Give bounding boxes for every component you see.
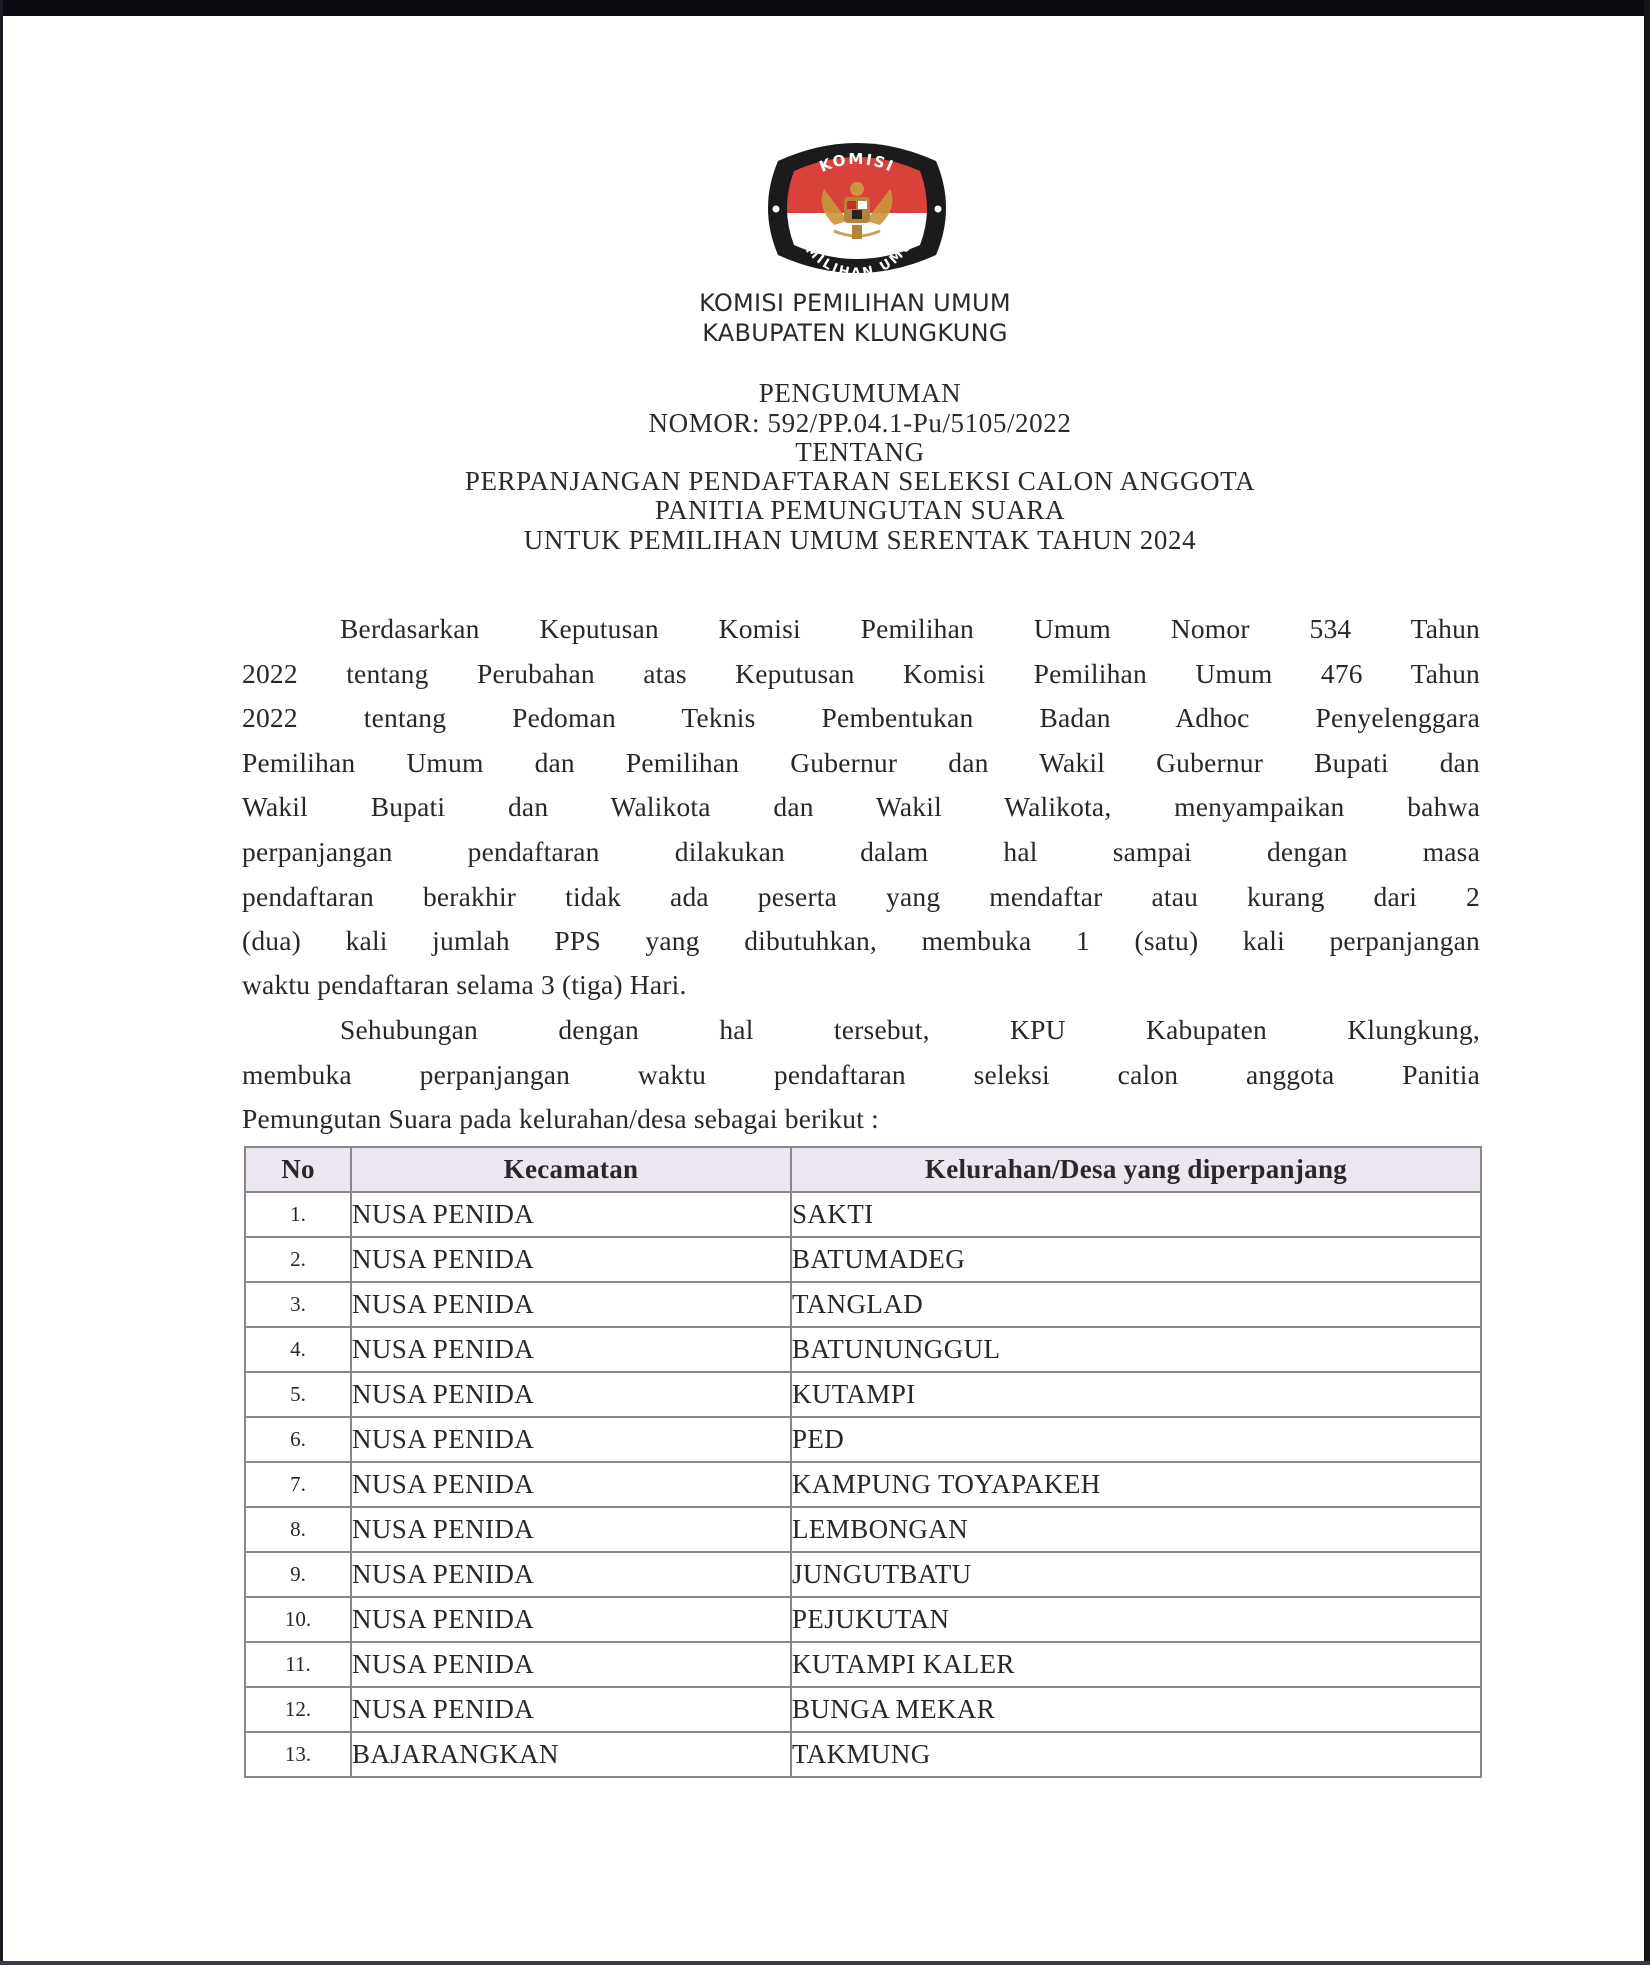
table-row <box>245 1327 1481 1372</box>
row-number: 1. <box>245 1192 351 1237</box>
row-number: 13. <box>245 1732 351 1777</box>
table-row <box>245 1597 1481 1642</box>
svg-text:PEMILIHAN UMUM: PEMILIHAN UMUM <box>788 224 926 282</box>
announcement-subject-line: UNTUK PEMILIHAN UMUM SERENTAK TAHUN 2024 <box>523 525 1197 555</box>
table-row <box>245 1237 1481 1282</box>
row-number: 11. <box>245 1642 351 1687</box>
row-number: 2. <box>245 1237 351 1282</box>
row-desa: BATUNUNGGUL <box>791 1327 1481 1372</box>
scan-border-top <box>0 0 1650 16</box>
table-row <box>245 1507 1481 1552</box>
row-kecamatan: NUSA PENIDA <box>351 1597 791 1642</box>
column-header-desa: Kelurahan/Desa yang diperpanjang <box>791 1147 1481 1192</box>
row-desa: BATUMADEG <box>791 1237 1481 1282</box>
row-desa: TAKMUNG <box>791 1732 1481 1777</box>
row-kecamatan: NUSA PENIDA <box>351 1417 791 1462</box>
announcement-subject-line: PERPANJANGAN PENDAFTARAN SELEKSI CALON ANGGOTA <box>464 466 1256 496</box>
announcement-about: TENTANG <box>795 437 925 467</box>
row-desa: PEJUKUTAN <box>791 1597 1481 1642</box>
row-desa: TANGLAD <box>791 1282 1481 1327</box>
table-row <box>245 1732 1481 1777</box>
row-desa: KUTAMPI <box>791 1372 1481 1417</box>
announcement-number: NOMOR: 592/PP.04.1-Pu/5105/2022 <box>648 408 1072 438</box>
table-row <box>245 1282 1481 1327</box>
paragraph-line: waktu pendaftaran selama 3 (tiga) Hari. <box>242 969 687 1000</box>
logo-dot-left <box>773 206 780 213</box>
row-number: 3. <box>245 1282 351 1327</box>
announcement-subject-line: PANITIA PEMUNGUTAN SUARA <box>654 495 1066 525</box>
row-desa: KAMPUNG TOYAPAKEH <box>791 1462 1481 1507</box>
row-kecamatan: NUSA PENIDA <box>351 1327 791 1372</box>
row-number: 10. <box>245 1597 351 1642</box>
scan-border-bottom <box>0 1961 1650 1965</box>
paragraph-line: Pemungutan Suara pada kelurahan/desa sebagai berikut : <box>242 1103 879 1134</box>
paragraph-line: pendaftaran berakhir tidak ada peserta yang mendaftar atau kurang dari 2 <box>242 881 1480 912</box>
row-number: 12. <box>245 1687 351 1732</box>
row-desa: KUTAMPI KALER <box>791 1642 1481 1687</box>
row-number: 5. <box>245 1372 351 1417</box>
paragraph-line: Pemilihan Umum dan Pemilihan Gubernur dan Wakil Gubernur Bupati dan <box>242 747 1480 778</box>
paragraph-line: 2022 tentang Pedoman Teknis Pembentukan Badan Adhoc Penyelenggara <box>242 702 1480 733</box>
paragraph-line: membuka perpanjangan waktu pendaftaran seleksi calon anggota Panitia <box>242 1059 1480 1090</box>
org-region: KABUPATEN KLUNGKUNG <box>702 319 1008 347</box>
paragraph-line: perpanjangan pendaftaran dilakukan dalam hal sampai dengan masa <box>242 836 1480 867</box>
row-kecamatan: NUSA PENIDA <box>351 1282 791 1327</box>
kpu-logo <box>764 131 950 285</box>
row-desa: SAKTI <box>791 1192 1481 1237</box>
table-row <box>245 1372 1481 1417</box>
table-header-row <box>245 1147 1481 1192</box>
row-kecamatan: NUSA PENIDA <box>351 1237 791 1282</box>
table-row <box>245 1642 1481 1687</box>
row-kecamatan: NUSA PENIDA <box>351 1552 791 1597</box>
row-desa: LEMBONGAN <box>791 1507 1481 1552</box>
row-kecamatan: NUSA PENIDA <box>351 1372 791 1417</box>
table-row <box>245 1417 1481 1462</box>
table-row <box>245 1462 1481 1507</box>
row-kecamatan: NUSA PENIDA <box>351 1507 791 1552</box>
row-number: 6. <box>245 1417 351 1462</box>
row-kecamatan: NUSA PENIDA <box>351 1462 791 1507</box>
paragraph-line: (dua) kali jumlah PPS yang dibutuhkan, membuka 1 (satu) kali perpanjangan <box>242 925 1480 956</box>
village-extension-table <box>244 1146 1482 1778</box>
row-kecamatan: NUSA PENIDA <box>351 1642 791 1687</box>
row-desa: JUNGUTBATU <box>791 1552 1481 1597</box>
table-row <box>245 1687 1481 1732</box>
paragraph-line: 2022 tentang Perubahan atas Keputusan Komisi Pemilihan Umum 476 Tahun <box>242 658 1480 689</box>
column-header-kecamatan: Kecamatan <box>351 1147 791 1192</box>
row-number: 9. <box>245 1552 351 1597</box>
svg-text:KOMISI: KOMISI <box>816 149 898 176</box>
row-kecamatan: BAJARANGKAN <box>351 1732 791 1777</box>
column-header-no: No <box>245 1147 351 1192</box>
org-name: KOMISI PEMILIHAN UMUM <box>699 289 1011 317</box>
row-desa: BUNGA MEKAR <box>791 1687 1481 1732</box>
row-number: 8. <box>245 1507 351 1552</box>
row-kecamatan: NUSA PENIDA <box>351 1192 791 1237</box>
paragraph-line: Berdasarkan Keputusan Komisi Pemilihan Umum Nomor 534 Tahun <box>340 613 1480 644</box>
table-row <box>245 1552 1481 1597</box>
paragraph-line: Wakil Bupati dan Walikota dan Wakil Walikota, menyampaikan bahwa <box>242 791 1480 822</box>
paragraph-line: Sehubungan dengan hal tersebut, KPU Kabupaten Klungkung, <box>340 1014 1480 1045</box>
table-row <box>245 1192 1481 1237</box>
logo-dot-right <box>935 206 942 213</box>
row-desa: PED <box>791 1417 1481 1462</box>
announcement-type: PENGUMUMAN <box>758 378 962 408</box>
row-kecamatan: NUSA PENIDA <box>351 1687 791 1732</box>
row-number: 4. <box>245 1327 351 1372</box>
row-number: 7. <box>245 1462 351 1507</box>
